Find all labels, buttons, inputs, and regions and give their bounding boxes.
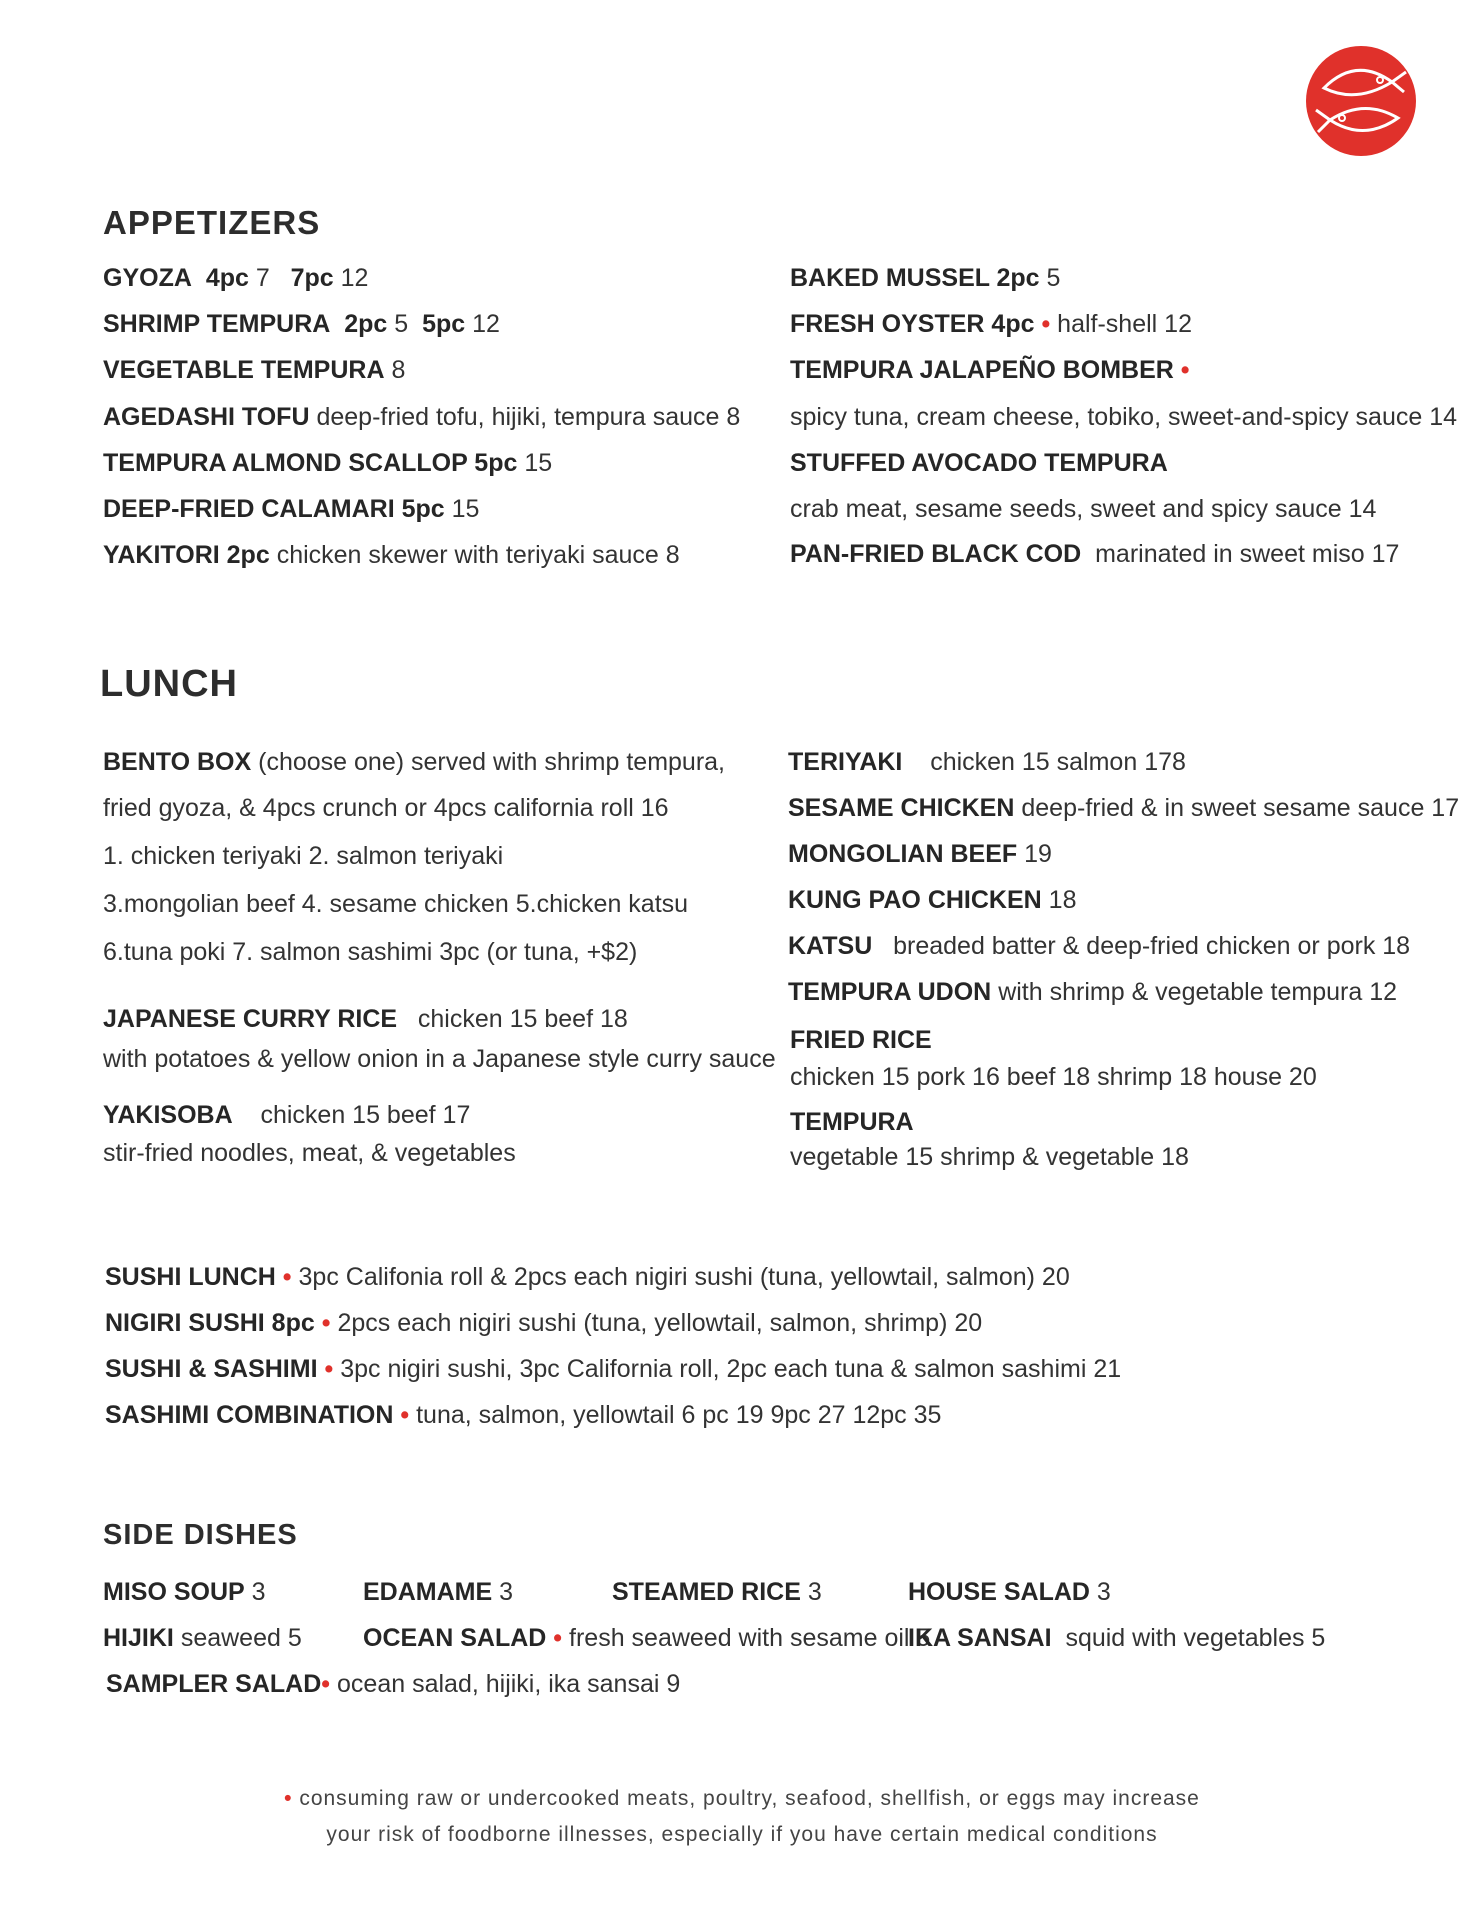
menu-item-nigiri-sushi: NIGIRI SUSHI 8pc • 2pcs each nigiri sushi (tuna, yellowtail, salmon, shrimp) 20 — [105, 1309, 983, 1337]
menu-item-yakisoba-desc: stir-fried noodles, meat, & vegetables — [103, 1139, 516, 1167]
menu-item-jalapeno-bomber: TEMPURA JALAPEÑO BOMBER • — [790, 356, 1190, 384]
menu-item-curry-rice: JAPANESE CURRY RICE chicken 15 beef 18 — [103, 1005, 628, 1033]
menu-item-black-cod: PAN-FRIED BLACK COD marinated in sweet miso 17 — [790, 540, 1400, 568]
menu-item-miso-soup: MISO SOUP 3 — [103, 1578, 266, 1606]
raw-warning-dot: • — [321, 1670, 331, 1698]
menu-item-steamed-rice: STEAMED RICE 3 — [612, 1578, 822, 1606]
side-dishes-heading: SIDE DISHES — [103, 1519, 298, 1551]
appetizers-heading: APPETIZERS — [103, 204, 321, 241]
raw-warning-dot: • — [400, 1401, 410, 1429]
menu-item-house-salad: HOUSE SALAD 3 — [908, 1578, 1111, 1606]
menu-item-tempura: TEMPURA — [790, 1108, 914, 1136]
menu-item-mongolian-beef: MONGOLIAN BEEF 19 — [788, 840, 1052, 868]
menu-item-teriyaki: TERIYAKI chicken 15 salmon 178 — [788, 748, 1186, 776]
menu-item-sushi-lunch: SUSHI LUNCH • 3pc Califonia roll & 2pcs each nigiri sushi (tuna, yellowtail, salmon) 20 — [105, 1263, 1070, 1291]
bento-box-line-2: fried gyoza, & 4pcs crunch or 4pcs california roll 16 — [103, 794, 669, 822]
bento-box-line-4: 3.mongolian beef 4. sesame chicken 5.chicken katsu — [103, 890, 689, 918]
raw-warning-dot: • — [553, 1624, 563, 1652]
menu-item-tempura-desc: vegetable 15 shrimp & vegetable 18 — [790, 1143, 1189, 1171]
fish-pair-icon — [1306, 46, 1416, 156]
raw-warning-dot: • — [1180, 356, 1190, 384]
menu-item-vegetable-tempura: VEGETABLE TEMPURA 8 — [103, 356, 406, 384]
raw-food-notice-line-1: • consuming raw or undercooked meats, poultry, seafood, shellfish, or eggs may increase — [284, 1787, 1200, 1810]
menu-item-gyoza: GYOZA 4pc 7 7pc 12 — [103, 264, 369, 292]
menu-item-katsu: KATSU breaded batter & deep-fried chicken or pork 18 — [788, 932, 1411, 960]
menu-item-edamame: EDAMAME 3 — [363, 1578, 514, 1606]
lunch-heading: LUNCH — [100, 663, 238, 705]
menu-item-yakisoba: YAKISOBA chicken 15 beef 17 — [103, 1101, 471, 1129]
menu-item-fried-rice: FRIED RICE — [790, 1026, 932, 1054]
menu-item-jalapeno-bomber-desc: spicy tuna, cream cheese, tobiko, sweet-and-spicy sauce 14 — [790, 403, 1458, 431]
bento-box-line-5: 6.tuna poki 7. salmon sashimi 3pc (or tuna, +$2) — [103, 938, 638, 966]
menu-item-stuffed-avocado-desc: crab meat, sesame seeds, sweet and spicy sauce 14 — [790, 495, 1377, 523]
menu-item-bento-box: BENTO BOX (choose one) served with shrimp tempura, — [103, 748, 725, 776]
menu-item-ika-sansai: IKA SANSAI squid with vegetables 5 — [908, 1624, 1326, 1652]
menu-item-almond-scallop: TEMPURA ALMOND SCALLOP 5pc 15 — [103, 449, 553, 477]
menu-item-sashimi-combination: SASHIMI COMBINATION • tuna, salmon, yellowtail 6 pc 19 9pc 27 12pc 35 — [105, 1401, 942, 1429]
menu-item-yakitori: YAKITORI 2pc chicken skewer with teriyaki sauce 8 — [103, 541, 680, 569]
menu-item-fresh-oyster: FRESH OYSTER 4pc • half-shell 12 — [790, 310, 1192, 338]
menu-item-kung-pao: KUNG PAO CHICKEN 18 — [788, 886, 1077, 914]
menu-item-fried-rice-desc: chicken 15 pork 16 beef 18 shrimp 18 house 20 — [790, 1063, 1317, 1091]
menu-item-hijiki: HIJIKI seaweed 5 — [103, 1624, 302, 1652]
menu-item-baked-mussel: BAKED MUSSEL 2pc 5 — [790, 264, 1061, 292]
menu-item-agedashi-tofu: AGEDASHI TOFU deep-fried tofu, hijiki, tempura sauce 8 — [103, 403, 741, 431]
raw-warning-dot: • — [1041, 310, 1051, 338]
menu-item-sesame-chicken: SESAME CHICKEN deep-fried & in sweet sesame sauce 17 — [788, 794, 1460, 822]
raw-warning-dot: • — [321, 1309, 331, 1337]
raw-warning-dot: • — [324, 1355, 334, 1383]
menu-item-shrimp-tempura: SHRIMP TEMPURA 2pc 5 5pc 12 — [103, 310, 500, 338]
raw-warning-dot: • — [284, 1787, 293, 1810]
bento-box-line-3: 1. chicken teriyaki 2. salmon teriyaki — [103, 842, 504, 870]
raw-warning-dot: • — [282, 1263, 292, 1291]
menu-item-tempura-udon: TEMPURA UDON with shrimp & vegetable tempura 12 — [788, 978, 1398, 1006]
menu-item-sampler-salad: SAMPLER SALAD• ocean salad, hijiki, ika sansai 9 — [106, 1670, 681, 1698]
menu-item-stuffed-avocado: STUFFED AVOCADO TEMPURA — [790, 449, 1168, 477]
menu-item-ocean-salad: OCEAN SALAD • fresh seaweed with sesame oil 5 — [363, 1624, 931, 1652]
menu-item-curry-rice-desc: with potatoes & yellow onion in a Japanese style curry sauce — [103, 1045, 776, 1073]
raw-food-notice-line-2: your risk of foodborne illnesses, especially if you have certain medical conditions — [326, 1823, 1158, 1846]
menu-item-calamari: DEEP-FRIED CALAMARI 5pc 15 — [103, 495, 480, 523]
menu-item-sushi-sashimi: SUSHI & SASHIMI • 3pc nigiri sushi, 3pc California roll, 2pc each tuna & salmon sashimi 21 — [105, 1355, 1122, 1383]
